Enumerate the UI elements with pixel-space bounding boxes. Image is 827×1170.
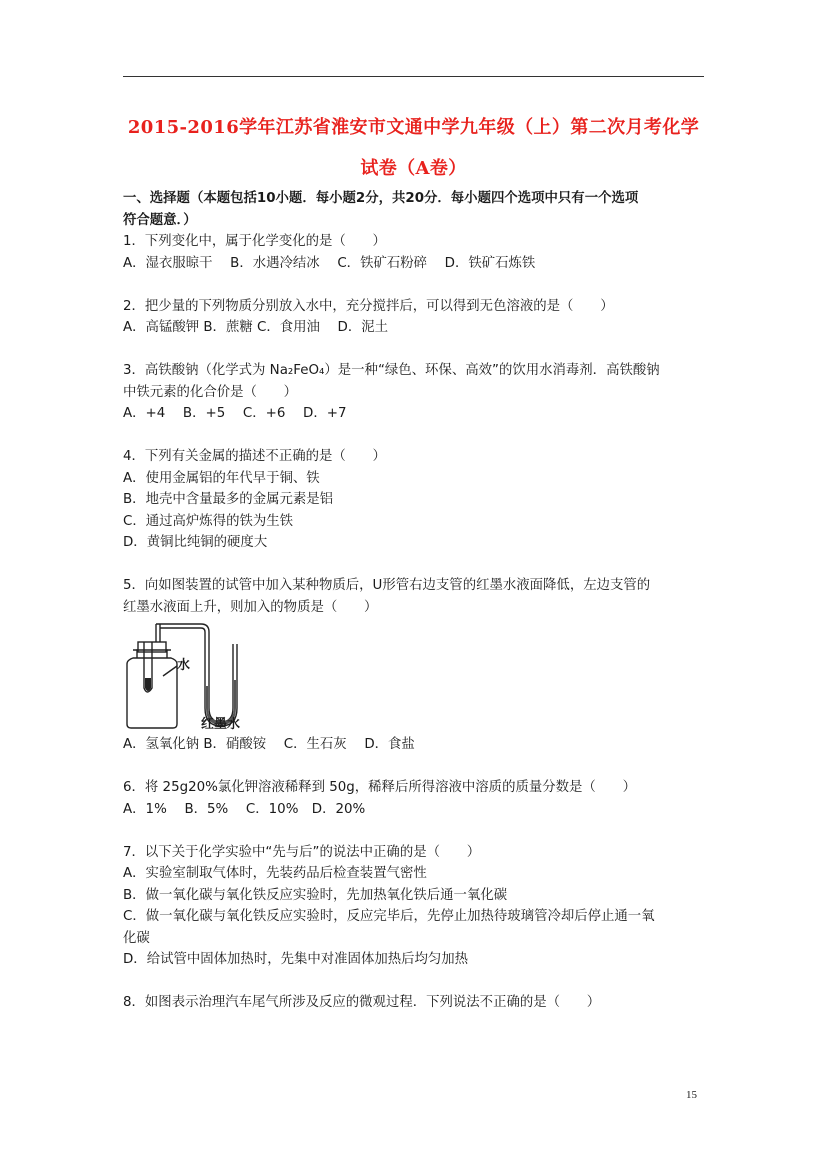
apparatus-drawing <box>123 620 263 732</box>
q4-option-a: A．使用金属铝的年代早于铜、铁 <box>123 470 320 486</box>
u-tube-apparatus-figure <box>123 620 263 732</box>
q2-options: A．高锰酸钾 B．蔗糖 C．食用油 D．泥土 <box>123 320 389 335</box>
q2-stem: 2．把少量的下列物质分别放入水中，充分搅拌后，可以得到无色溶液的是（ ） <box>123 298 614 314</box>
page-number: 15 <box>686 1089 697 1101</box>
q6-stem: 6．将 25g20%氯化钾溶液稀释到 50g，稀释后所得溶液中溶质的质量分数是（ ） <box>123 780 636 795</box>
q7-stem: 7．以下关于化学实验中“先与后”的说法中正确的是（ ） <box>123 844 481 860</box>
q3-stem-line2: 中铁元素的化合价是（ ） <box>123 384 298 400</box>
q4-option-c: C．通过高炉炼得的铁为生铁 <box>123 513 294 529</box>
q5-options: A．氢氧化钠 B．硝酸铵 C．生石灰 D．食盐 <box>123 737 415 752</box>
q1-stem: 1．下列变化中，属于化学变化的是（ ） <box>123 234 386 249</box>
exam-title-line2: 试卷（A卷） <box>360 158 467 179</box>
q5-stem-line2: 红墨水液面上升，则加入的物质是（ ） <box>123 599 378 615</box>
q4-option-d: D．黄铜比纯铜的硬度大 <box>123 535 268 550</box>
q7-option-b: B．做一氧化碳与氧化铁反应实验时，先加热氧化铁后通一氧化碳 <box>123 887 508 903</box>
figure-label-water: 水 <box>177 658 191 673</box>
exam-title-line1: 2015-2016学年江苏省淮安市文通中学九年级（上）第二次月考化学 <box>127 117 700 138</box>
q7-option-c-line1: C．做一氧化碳与氧化铁反应实验时，反应完毕后，先停止加热待玻璃管冷却后停止通一氧 <box>123 909 655 924</box>
q1-options: A．湿衣服晾干 B．水遇冷结冰 C．铁矿石粉碎 D．铁矿石炼铁 <box>123 255 536 271</box>
header-rule <box>123 76 704 77</box>
q6-options: A．1% B．5% C．10% D．20% <box>123 801 366 817</box>
q3-stem-line1: 3．高铁酸钠（化学式为 Na₂FeO₄）是一种“绿色、环保、高效”的饮用水消毒剂．高铁酸钠 <box>123 363 660 378</box>
figure-label-red-ink: 红墨水 <box>201 717 241 732</box>
q4-option-b: B．地壳中含量最多的金属元素是铝 <box>123 492 334 507</box>
section-heading-line1: 一、选择题（本题包括10小题．每小题2分，共20分．每小题四个选项中只有一个选项 <box>123 191 639 206</box>
q7-option-c-line2: 化碳 <box>123 930 150 946</box>
q7-option-d: D．给试管中固体加热时，先集中对准固体加热后均匀加热 <box>123 952 469 967</box>
exam-body <box>123 188 707 1014</box>
q4-stem: 4．下列有关金属的描述不正确的是（ ） <box>123 449 386 464</box>
q5-stem-line1: 5．向如图装置的试管中加入某种物质后，U形管右边支管的红墨水液面降低，左边支管的 <box>123 578 651 593</box>
q3-options: A．+4 B．+5 C．+6 D．+7 <box>123 406 347 421</box>
q7-option-a: A．实验室制取气体时，先装药品后检查装置气密性 <box>123 866 427 881</box>
q8-stem: 8．如图表示治理汽车尾气所涉及反应的微观过程．下列说法不正确的是（ ） <box>123 995 601 1010</box>
section-heading-line2: 符合题意．） <box>123 212 197 228</box>
